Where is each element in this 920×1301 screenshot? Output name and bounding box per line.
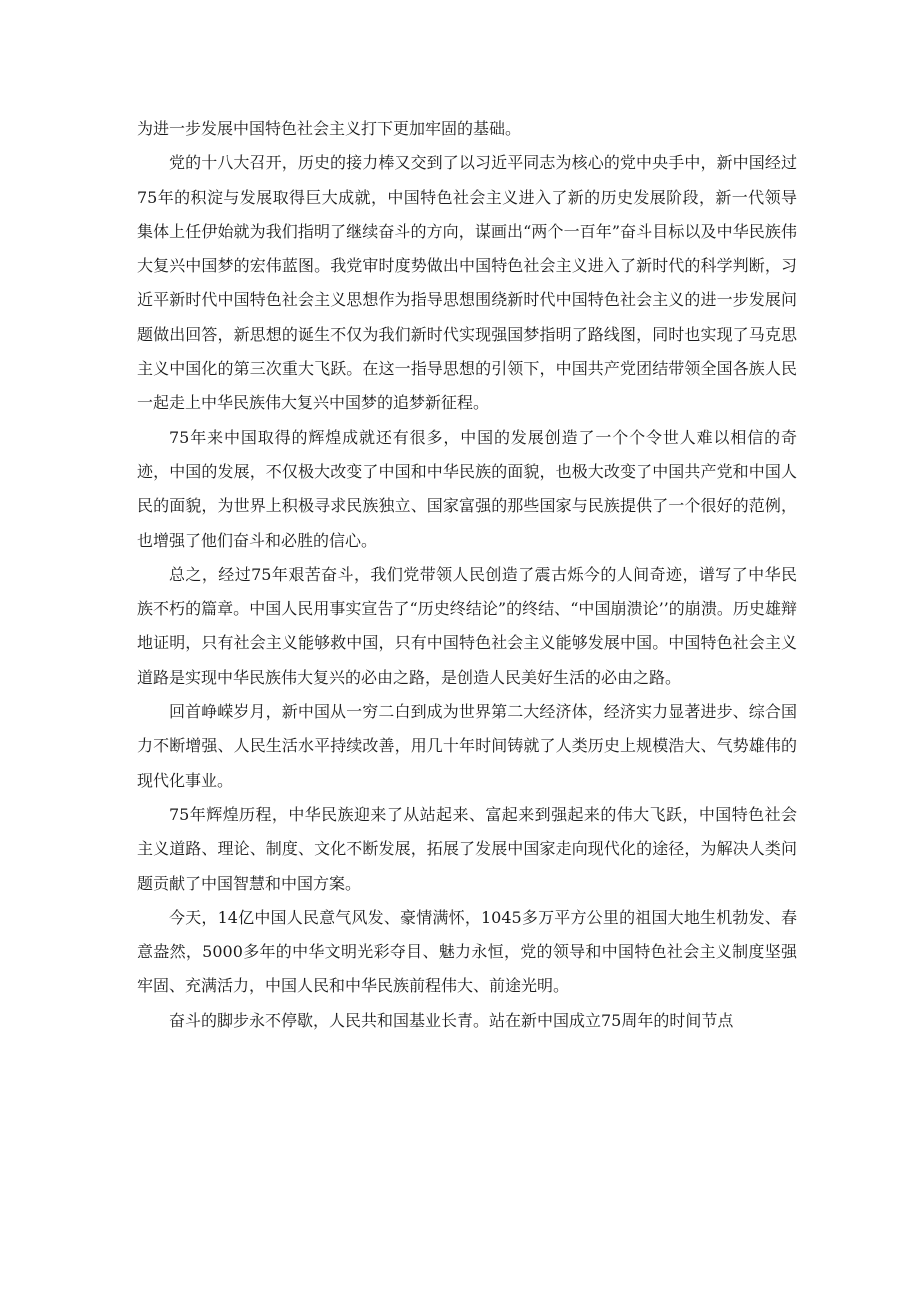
paragraph-6: 75年辉煌历程，中华民族迎来了从站起来、富起来到强起来的伟大飞跃，中国特色社会主义道路、理论、制度、文化不断发展，拓展了发展中国家走向现代化的途径，为解决人类问题贡献了中国智慧和中国方案。 bbox=[137, 804, 797, 893]
document-body bbox=[137, 112, 797, 1038]
paragraph-3: 75年来中国取得的辉煌成就还有很多，中国的发展创造了一个个令世人难以相信的奇迹，中国的发展，不仅极大改变了中国和中华民族的面貌，也极大改变了中国共产党和中国人民的面貌，为世界上积极寻求民族独立、国家富强的那些国家与民族提供了一个很好的范例，也增强了他们奋斗和必胜的信心。 bbox=[137, 427, 797, 550]
paragraph-7: 今天，14亿中国人民意气风发、豪情满怀，1045多万平方公里的祖国大地生机勃发、春意盎然，5000多年的中华文明光彩夺目、魅力永恒，党的领导和中国特色社会主义制度坚强牢固、充满活力，中国人民和中华民族前程伟大、前途光明。 bbox=[137, 907, 797, 996]
paragraph-8: 奋斗的脚步永不停歇，人民共和国基业长青。站在新中国成立75周年的时间节点 bbox=[169, 1010, 734, 1030]
paragraph-1: 为进一步发展中国特色社会主义打下更加牢固的基础。 bbox=[137, 119, 522, 138]
paragraph-4: 总之，经过75年艰苦奋斗，我们党带领人民创造了震古烁今的人间奇迹，谱写了中华民族不朽的篇章。中国人民用事实宣告了“历史终结论”的终结、“中国崩溃论’’的崩溃。历史雄辩地证明，只有社会主义能够救中国，只有中国特色社会主义能够发展中国。中国特色社会主义道路是实现中华民族伟大复兴的必由之路，是创造人民美好生活的必由之路。 bbox=[137, 564, 797, 687]
paragraph-2: 党的十八大召开，历史的接力棒又交到了以习近平同志为核心的党中央手中，新中国经过75年的积淀与发展取得巨大成就，中国特色社会主义进入了新的历史发展阶段，新一代领导集体上任伊始就为我们指明了继续奋斗的方向，谋画出“两个一百年”奋斗目标以及中华民族伟大复兴中国梦的宏伟蓝图。我党审时度势做出中国特色社会主义进入了新时代的科学判断，习近平新时代中国特色社会主义思想作为指导思想围绕新时代中国特色社会主义的进一步发展问题做出回答，新思想的诞生不仅为我们新时代实现强国梦指明了路线图，同时也实现了马克思主义中国化的第三次重大飞跃。在这一指导思想的引领下，中国共产党团结带领全国各族人民一起走上中华民族伟大复兴中国梦的追梦新征程。 bbox=[137, 153, 797, 413]
paragraph-5: 回首峥嵘岁月，新中国从一穷二白到成为世界第二大经济体，经济实力显著进步、综合国力不断增强、人民生活水平持续改善，用几十年时间铸就了人类历史上规模浩大、气势雄伟的现代化事业。 bbox=[137, 702, 797, 790]
